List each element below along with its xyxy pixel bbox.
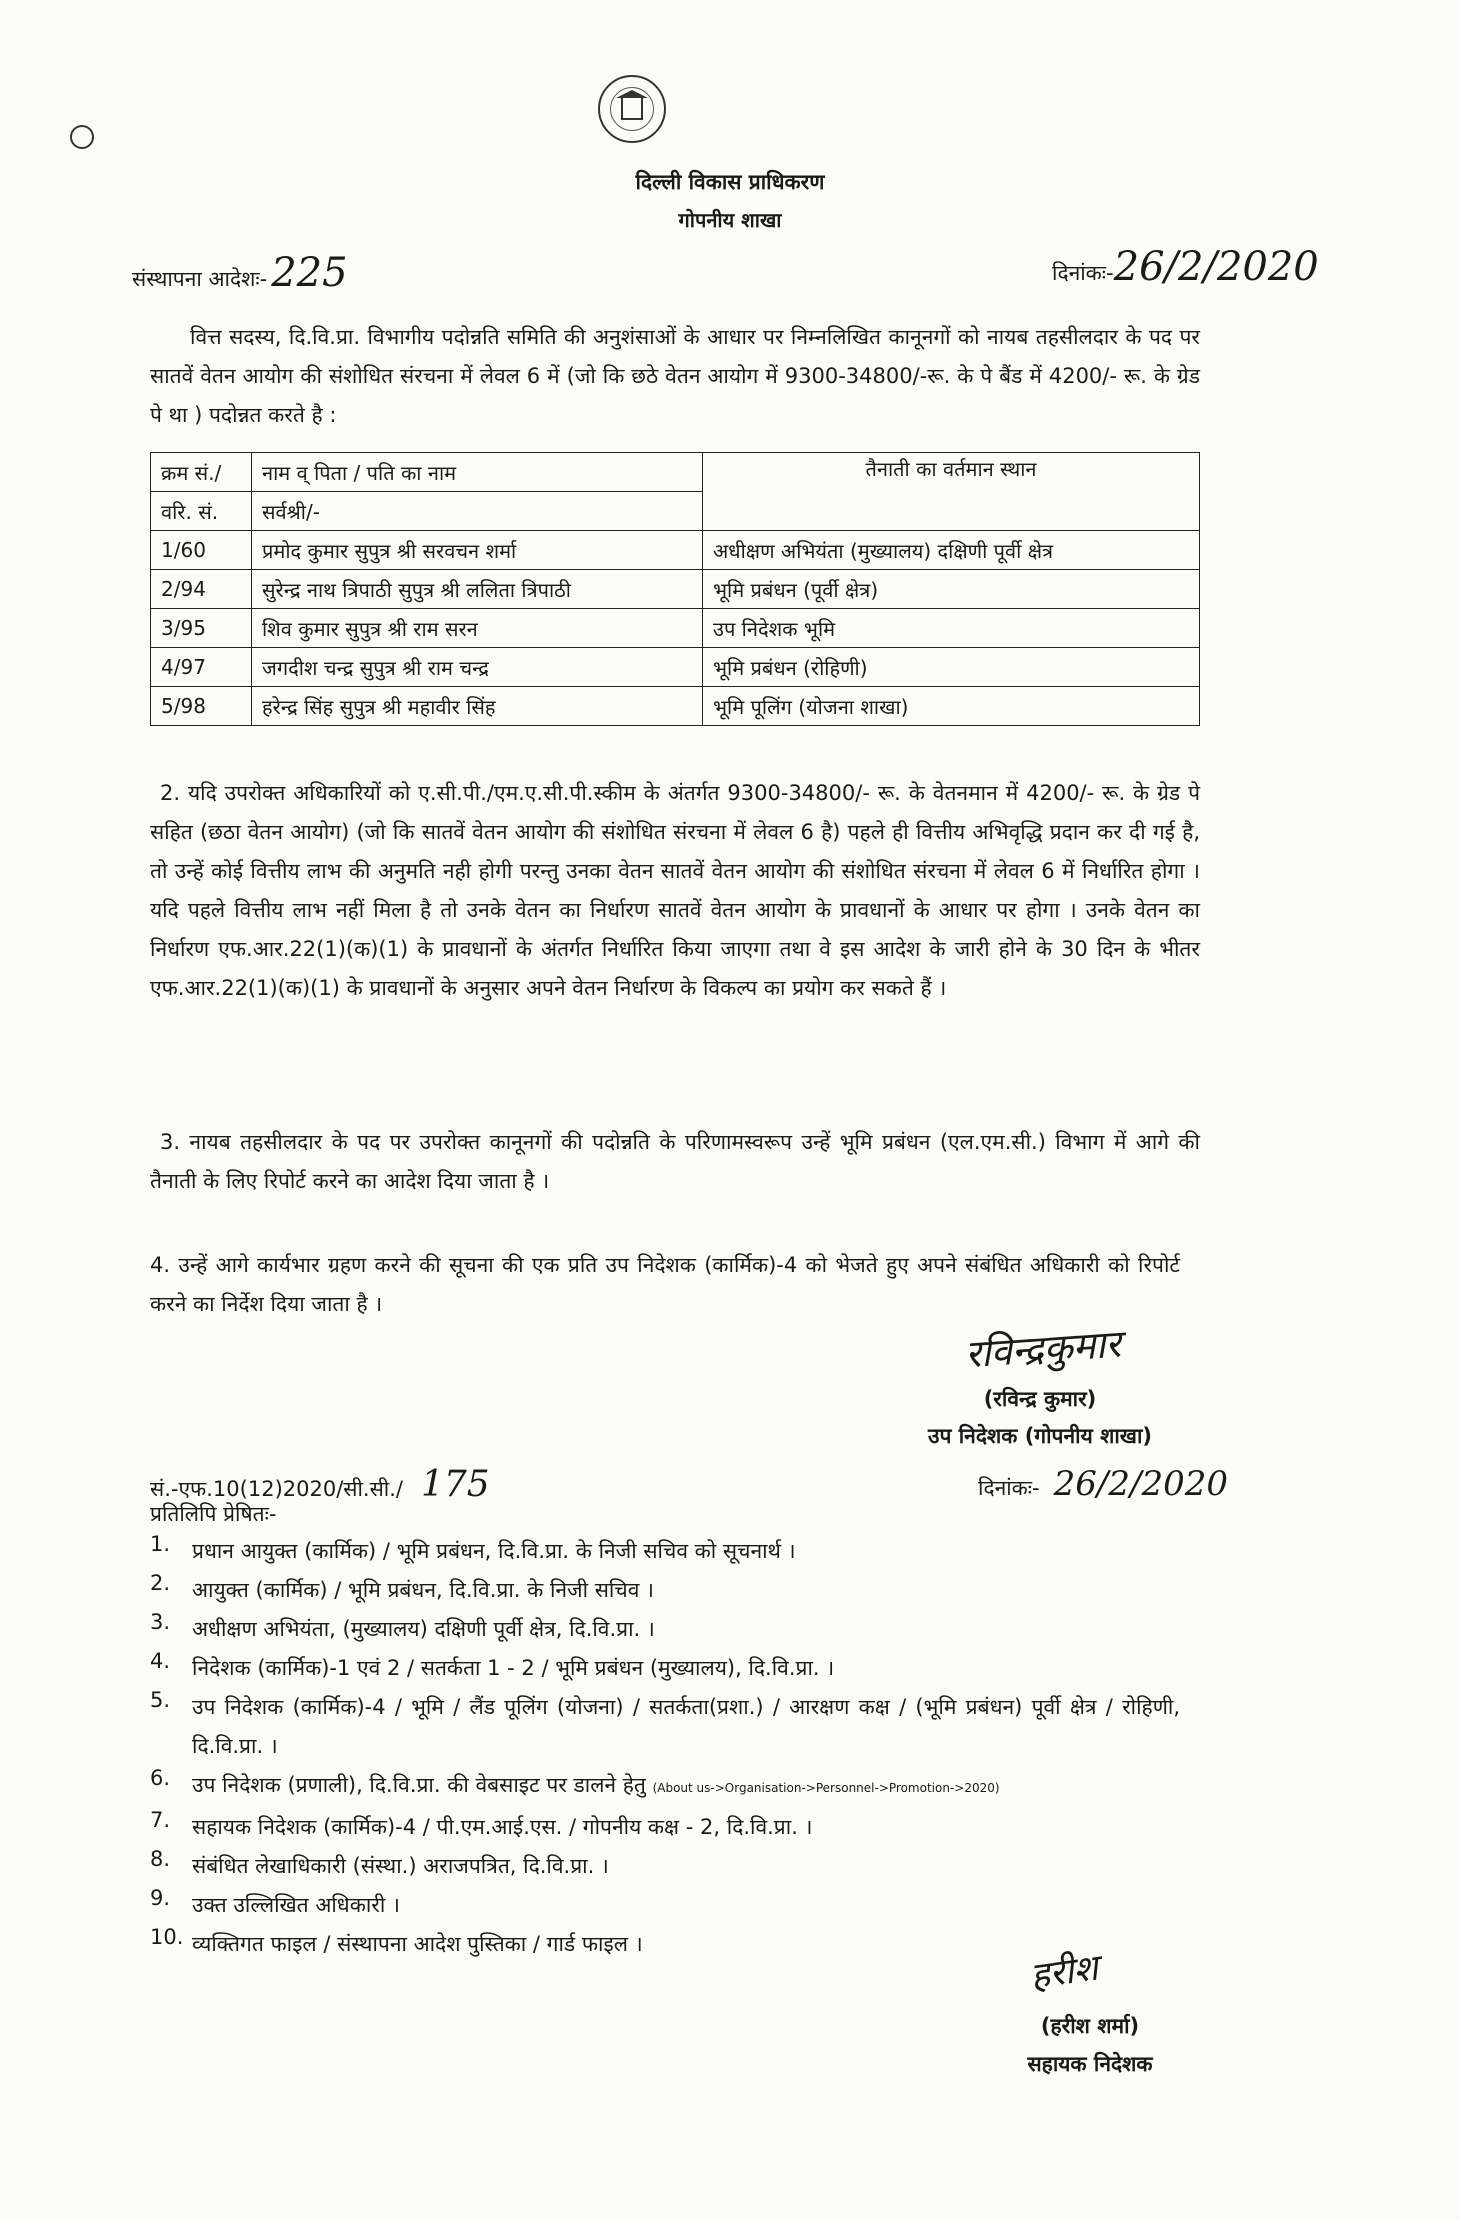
signature-harish: हरीश <box>1027 1947 1101 1998</box>
list-item: 9. उक्त उल्लिखित अधिकारी । <box>150 1886 400 1917</box>
paragraph-3: 3. नायब तहसीलदार के पद पर उपरोक्त कानूनगों की पदोन्नति के परिणामस्वरूप उन्हें भूमि प्रबंधन (एल.एम.सी.) विभाग में आगे की तैनाती के लिए रिपोर्ट करने का आदेश दिया जाता है । <box>150 1130 1200 1193</box>
punch-hole-mark <box>70 125 94 149</box>
row-place: भूमि प्रबंधन (पूर्वी क्षेत्र) <box>703 570 1200 609</box>
header-name: नाम व् पिता / पति का नाम <box>252 453 703 492</box>
copy-date: 26/2/2020 <box>1053 1464 1228 1504</box>
order-date-label: दिनांकः- <box>1052 261 1114 285</box>
row-serial: 4/97 <box>151 648 252 687</box>
list-item: 4. निदेशक (कार्मिक)-1 एवं 2 / सतर्कता 1 - 2 / भूमि प्रबंधन (मुख्यालय), दि.वि.प्रा. । <box>150 1649 835 1680</box>
header-serial: क्रम सं./ <box>151 453 252 492</box>
row-serial: 1/60 <box>151 531 252 570</box>
list-item: 2. आयुक्त (कार्मिक) / भूमि प्रबंधन, दि.वि.प्रा. के निजी सचिव । <box>150 1571 655 1602</box>
website-path-note: (About us->Organisation->Personnel->Promotion->2020) <box>652 1781 1000 1795</box>
order-number-line <box>132 250 348 296</box>
order-date-line <box>1052 244 1319 290</box>
order-number: 225 <box>271 250 348 296</box>
row-serial: 5/98 <box>151 687 252 726</box>
row-name: शिव कुमार सुपुत्र श्री राम सरन <box>252 609 703 648</box>
list-item: 8. संबंधित लेखाधिकारी (संस्था.) अराजपत्रित, दि.वि.प्रा. । <box>150 1847 609 1878</box>
table-row <box>151 531 1200 570</box>
row-name: जगदीश चन्द्र सुपुत्र श्री राम चन्द्र <box>252 648 703 687</box>
row-place: उप निदेशक भूमि <box>703 609 1200 648</box>
distribution-list <box>150 1532 1180 1964</box>
list-item: 6. उप निदेशक (प्रणाली), दि.वि.प्रा. की वेबसाइट पर डालने हेतु (About us->Organisation->Personnel->Promotion->2020) <box>150 1766 1000 1797</box>
copy-ref-label: सं.-एफ.10(12)2020/सी.सी./ <box>150 1477 403 1501</box>
list-item: 1. प्रधान आयुक्त (कार्मिक) / भूमि प्रबंधन, दि.वि.प्रा. के निजी सचिव को सूचनार्थ । <box>150 1532 796 1563</box>
intro-paragraph: वित्त सदस्य, दि.वि.प्रा. विभागीय पदोन्नति समिति की अनुशंसाओं के आधार पर निम्नलिखित कानूनगों को नायब तहसीलदार के पद पर सातवें वेतन आयोग की संशोधित संरचना में लेवल 6 में (जो कि छठे वेतन आयोग में 9300-34800/-रू. के पे बैंड में 4200/- रू. के ग्रेड पे था ) पदोन्नत करते है : <box>150 325 1200 427</box>
table-row <box>151 687 1200 726</box>
paragraph-4: 4. उन्हें आगे कार्यभार ग्रहण करने की सूचना की एक प्रति उप निदेशक (कार्मिक)-4 को भेजते हुए अपने संबंधित अधिकारी को रिपोर्ट करने का निर्देश दिया जाता है । <box>150 1253 1180 1316</box>
signature-ravindra: रविन्द्रकुमार <box>963 1321 1123 1377</box>
copy-date-label: दिनांकः- <box>978 1476 1040 1500</box>
order-label: संस्थापना आदेशः- <box>132 267 268 291</box>
signatory1-name: (रविन्द्र कुमार) <box>983 1387 1097 1411</box>
dda-seal-logo <box>598 75 666 143</box>
row-serial: 2/94 <box>151 570 252 609</box>
table-header-row <box>151 453 1200 492</box>
row-place: भूमि प्रबंधन (रोहिणी) <box>703 648 1200 687</box>
organization-title: दिल्ली विकास प्राधिकरण <box>635 170 825 194</box>
signatory2-designation: सहायक निदेशक <box>1027 2052 1153 2076</box>
copy-reference-line <box>150 1464 490 1505</box>
copy-date-line <box>978 1464 1228 1504</box>
paragraph-2: 2. यदि उपरोक्त अधिकारियों को ए.सी.पी./एम.ए.सी.पी.स्कीम के अंतर्गत 9300-34800/- रू. के वेतनमान में 4200/- रू. के ग्रेड पे सहित (छठा वेतन आयोग) (जो कि सातवें वेतन आयोग की संशोधित संरचना में लेवल 6 है) पहले ही वित्तीय अभिवृद्धि प्रदान कर दी गई है, तो उन्हें कोई वित्तीय लाभ की अनुमति नही होगी परन्तु उनका वेतन सातवें वेतन आयोग की संशोधित संरचना में लेवल 6 में निर्धारित होगा । यदि पहले वित्तीय लाभ नहीं मिला है तो उनके वेतन का निर्धारण सातवें वेतन आयोग के प्रावधानों के आधार पर होगा । उनके वेतन का निर्धारण एफ.आर.22(1)(क)(1) के प्रावधानों के अंतर्गत निर्धारित किया जाएगा तथा वे इस आदेश के जारी होने के 30 दिन के भीतर एफ.आर.22(1)(क)(1) के प्रावधानों के अनुसार अपने वेतन निर्धारण के विकल्प का प्रयोग कर सकते हैं । <box>150 781 1200 1000</box>
list-item: 3. अधीक्षण अभियंता, (मुख्यालय) दक्षिणी पूर्वी क्षेत्र, दि.वि.प्रा. । <box>150 1610 655 1641</box>
list-item: 5. उप निदेशक (कार्मिक)-4 / भूमि / लैंड पूलिंग (योजना) / सतर्कता(प्रशा.) / आरक्षण कक्ष / (भूमि प्रबंधन) पूर्वी क्षेत्र / रोहिणी, दि.वि.प्रा. । <box>150 1688 1180 1758</box>
table-row <box>151 609 1200 648</box>
table-row <box>151 570 1200 609</box>
branch-title: गोपनीय शाखा <box>678 208 782 232</box>
header-seniority: वरि. सं. <box>151 492 252 531</box>
table-row <box>151 648 1200 687</box>
copy-heading: प्रतिलिपि प्रेषितः- <box>150 1502 277 1526</box>
row-serial: 3/95 <box>151 609 252 648</box>
row-name: सुरेन्द्र नाथ त्रिपाठी सुपुत्र श्री ललिता त्रिपाठी <box>252 570 703 609</box>
row-name: प्रमोद कुमार सुपुत्र श्री सरवचन शर्मा <box>252 531 703 570</box>
promotion-table <box>150 452 1200 726</box>
row-place: अधीक्षण अभियंता (मुख्यालय) दक्षिणी पूर्वी क्षेत्र <box>703 531 1200 570</box>
header-sarvashri: सर्वश्री/- <box>252 492 703 531</box>
copy-ref-number: 175 <box>420 1464 490 1505</box>
row-place: भूमि पूलिंग (योजना शाखा) <box>703 687 1200 726</box>
list-item: 10. व्यक्तिगत फाइल / संस्थापना आदेश पुस्तिका / गार्ड फाइल । <box>150 1925 643 1956</box>
header-posting: तैनाती का वर्तमान स्थान <box>703 453 1200 531</box>
row-name: हरेन्द्र सिंह सुपुत्र श्री महावीर सिंह <box>252 687 703 726</box>
order-date: 26/2/2020 <box>1113 244 1319 290</box>
signatory2-name: (हरीश शर्मा) <box>1040 2014 1140 2038</box>
list-item: 7. सहायक निदेशक (कार्मिक)-4 / पी.एम.आई.एस. / गोपनीय कक्ष - 2, दि.वि.प्रा. । <box>150 1808 813 1839</box>
signatory1-designation: उप निदेशक (गोपनीय शाखा) <box>927 1424 1153 1448</box>
